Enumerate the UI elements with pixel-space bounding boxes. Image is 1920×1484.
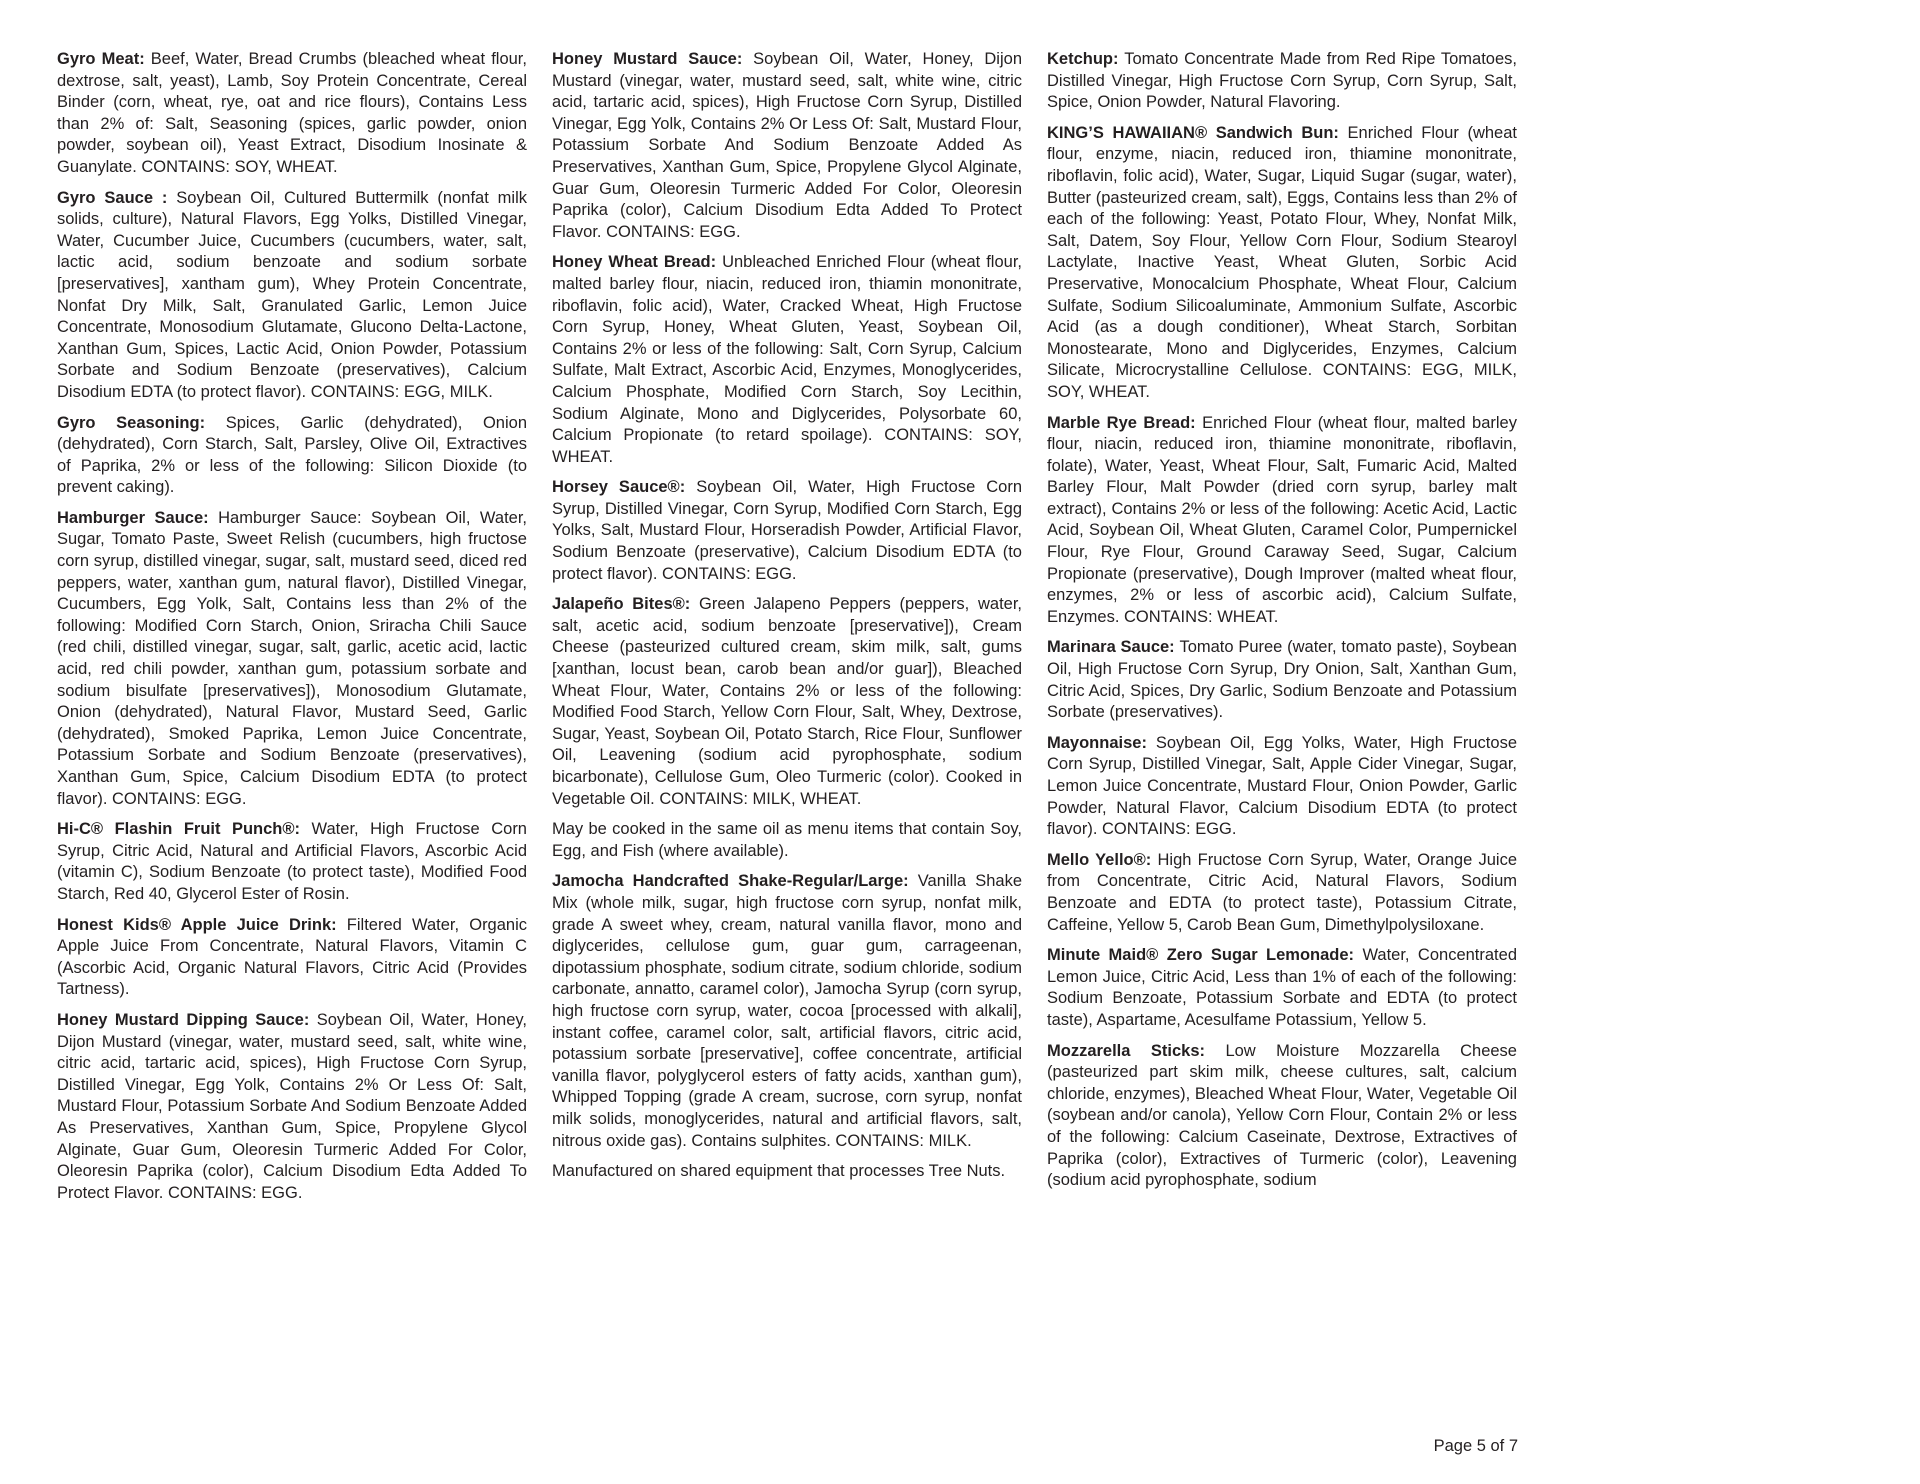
ingredient-title: Mello Yello®:: [1047, 850, 1158, 869]
ingredient-body: Tomato Puree (water, tomato paste), Soybean Oil, High Fructose Corn Syrup, Dry Onion, Salt, Xanthan Gum, Citric Acid, Spices, Dry Garlic, Sodium Benzoate and Potassium Sorbate (preservatives).: [1047, 638, 1517, 722]
ingredient-title: Jamocha Handcrafted Shake-Regular/Large:: [552, 872, 918, 891]
ingredient-title: Gyro Sauce :: [57, 188, 177, 207]
ingredient-paragraph: [552, 1161, 1022, 1183]
ingredient-title: Marinara Sauce:: [1047, 638, 1180, 657]
ingredient-title: Hamburger Sauce:: [57, 508, 219, 527]
ingredient-paragraph: [57, 49, 527, 179]
ingredient-paragraph: [57, 413, 527, 499]
ingredient-body: Soybean Oil, Water, Honey, Dijon Mustard (vinegar, water, mustard seed, salt, white wine, citric acid, tartaric acid, spices), High Fructose Corn Syrup, Distilled Vinegar, Egg Yolk, Contains 2% Or Less Of: Salt, Mustard Flour, Potassium Sorbate And Sodium Benzoate Added As Preservatives, Xanthan Gum, Spice, Propylene Glycol Alginate, Guar Gum, Oleoresin Turmeric Added For Color, Oleoresin Paprika (color), Calcium Disodium Edta Added To Protect Flavor. CONTAINS: EGG.: [552, 50, 1022, 241]
ingredient-paragraph: [552, 819, 1022, 862]
ingredient-paragraph: [552, 871, 1022, 1152]
ingredient-body: Enriched Flour (wheat flour, malted barley flour, niacin, reduced iron, thiamine mononitrate, riboflavin, folate), Water, Yeast, Wheat Flour, Salt, Fumaric Acid, Malted Barley Flour, Malt Powder (dried corn syrup, barley malt extract), Contains 2% or less of the following: Acetic Acid, Lactic Acid, Soybean Oil, Wheat Gluten, Caramel Color, Pumpernickel Flour, Rye Flour, Ground Caraway Seed, Sugar, Calcium Propionate (preservative), Dough Improver (malted wheat flour, enzymes, 2% or less of ascorbic acid), Calcium Sulfate, Enzymes. CONTAINS: WHEAT.: [1047, 413, 1517, 626]
ingredient-body: Manufactured on shared equipment that processes Tree Nuts.: [552, 1162, 1006, 1181]
ingredient-paragraph: [1047, 1041, 1517, 1192]
ingredient-title: Ketchup:: [1047, 50, 1125, 68]
ingredient-body: Water, Concentrated Lemon Juice, Citric Acid, Less than 1% of each of the following: Sodium Benzoate, Potassium Sorbate and EDTA (to protect taste), Aspartame, Acesulfame Potassium, Yellow 5.: [1047, 946, 1517, 1029]
ingredient-body: Vanilla Shake Mix (whole milk, sugar, high fructose corn syrup, nonfat milk, grade A sweet whey, cream, natural vanilla flavor, mono and diglycerides, cellulose gum, guar gum, carrageenan, dipotassium phosphate, sodium citrate, sodium chloride, sodium carbonate, annatto, caramel color), Jamocha Syrup (corn syrup, high fructose corn syrup, water, cocoa [processed with alkali], instant coffee, caramel color, salt, artificial flavors, citric acid, potassium sorbate [preservative], coffee concentrate, artificial vanilla flavor, polyglycerol esters of fatty acids, xanthan gum), Whipped Topping (grade A cream, sucrose, corn syrup, nonfat milk solids, monoglycerides, natural and artificial flavors, salt, nitrous oxide gas). Contains sulphites. CONTAINS: MILK.: [552, 872, 1022, 1150]
ingredient-paragraph: [1047, 733, 1517, 841]
ingredient-paragraph: [1047, 637, 1517, 723]
ingredient-body: Soybean Oil, Water, High Fructose Corn Syrup, Distilled Vinegar, Corn Syrup, Modified Corn Starch, Egg Yolks, Salt, Mustard Flour, Horseradish Powder, Artificial Flavor, Sodium Benzoate (preservative), Calcium Disodium EDTA (to protect flavor). CONTAINS: EGG.: [552, 478, 1022, 583]
ingredient-title: Honest Kids® Apple Juice Drink:: [57, 915, 347, 934]
text-column-3: [1047, 49, 1517, 1213]
ingredient-body: Tomato Concentrate Made from Red Ripe Tomatoes, Distilled Vinegar, High Fructose Corn Syrup, Corn Syrup, Salt, Spice, Onion Powder, Natural Flavoring.: [1047, 50, 1517, 112]
ingredient-body: Filtered Water, Organic Apple Juice From Concentrate, Natural Flavors, Vitamin C (Ascorbic Acid, Organic Natural Flavors, Citric Acid (Provides Tartness).: [57, 915, 528, 999]
ingredient-title: Honey Mustard Dipping Sauce:: [57, 1010, 317, 1029]
ingredient-title: Mayonnaise:: [1047, 733, 1156, 752]
ingredient-body: Green Jalapeno Peppers (peppers, water, salt, acetic acid, sodium benzoate [preservative]), Cream Cheese (pasteurized cultured cream, skim milk, salt, gums [xanthan, locust bean, carob bean and/or guar]), Bleached Wheat Flour, Water, Contains 2% or less of the following: Modified Food Starch, Yellow Corn Flour, Salt, Whey, Dextrose, Sugar, Yeast, Soybean Oil, Potato Starch, Rice Flour, Sunflower Oil, Leavening (sodium acid pyrophosphate, sodium bicarbonate), Cellulose Gum, Oleo Turmeric (color). Cooked in Vegetable Oil. CONTAINS: MILK, WHEAT.: [552, 595, 1022, 808]
ingredient-body: Unbleached Enriched Flour (wheat flour, malted barley flour, niacin, reduced iron, thiamin mononitrate, riboflavin, folic acid), Water, Cracked Wheat, High Fructose Corn Syrup, Honey, Wheat Gluten, Yeast, Soybean Oil, Contains 2% or less of the following: Salt, Corn Syrup, Calcium Sulfate, Malt Extract, Ascorbic Acid, Enzymes, Monoglycerides, Calcium Phosphate, Modified Corn Starch, Soy Lecithin, Sodium Alginate, Mono and Diglycerides, Polysorbate 60, Calcium Propionate (to retard spoilage). CONTAINS: SOY, WHEAT.: [552, 253, 1022, 466]
ingredient-paragraph: [552, 594, 1022, 810]
ingredient-title: Marble Rye Bread:: [1047, 413, 1203, 432]
ingredient-body: Spices, Garlic (dehydrated), Onion (dehydrated), Corn Starch, Salt, Parsley, Olive Oil, Extractives of Paprika, 2% or less of the following: Silicon Dioxide (to prevent caking).: [57, 413, 527, 497]
ingredient-paragraph: [57, 508, 527, 810]
ingredient-paragraph: [1047, 123, 1517, 404]
ingredient-paragraph: [1047, 413, 1517, 629]
columns-container: [57, 49, 1517, 1213]
ingredient-body: High Fructose Corn Syrup, Water, Orange Juice from Concentrate, Citric Acid, Natural Flavors, Sodium Benzoate and EDTA (to protect taste), Potassium Citrate, Caffeine, Yellow 5, Carob Bean Gum, Dimethylpolysiloxane.: [1047, 850, 1517, 934]
ingredient-paragraph: [57, 1010, 527, 1204]
ingredient-title: Gyro Meat:: [57, 50, 151, 68]
ingredient-title: Honey Mustard Sauce:: [552, 50, 754, 68]
ingredient-body: Hamburger Sauce: Soybean Oil, Water, Sugar, Tomato Paste, Sweet Relish (cucumbers, high fructose corn syrup, distilled vinegar, sugar, salt, mustard seed, diced red peppers, water, xanthan gum, natural flavor), Distilled Vinegar, Cucumbers, Egg Yolk, Salt, Contains less than 2% of the following: Modified Corn Starch, Onion, Sriracha Chili Sauce (red chili, distilled vinegar, sugar, salt, garlic, acetic acid, lactic acid, red chili powder, xanthan gum, potassium sorbate and sodium bisulfate [preservatives]), Monosodium Glutamate, Onion (dehydrated), Natural Flavor, Mustard Seed, Garlic (dehydrated), Smoked Paprika, Lemon Juice Concentrate, Potassium Sorbate and Sodium Benzoate (preservatives), Xanthan Gum, Spice, Calcium Disodium EDTA (to protect flavor). CONTAINS: EGG.: [57, 508, 528, 808]
ingredient-body: Water, High Fructose Corn Syrup, Citric Acid, Natural and Artificial Flavors, Ascorbic Acid (vitamin C), Sodium Benzoate (to protect taste), Modified Food Starch, Red 40, Glycerol Ester of Rosin.: [57, 820, 527, 903]
ingredient-paragraph: [57, 188, 527, 404]
text-column-1: [57, 49, 527, 1213]
ingredient-title: Mozzarella Sticks:: [1047, 1041, 1226, 1060]
ingredient-title: Gyro Seasoning:: [57, 413, 226, 432]
ingredient-paragraph: [1047, 49, 1517, 114]
ingredient-body: Soybean Oil, Cultured Buttermilk (nonfat milk solids, culture), Natural Flavors, Egg Yolks, Distilled Vinegar, Water, Cucumber Juice, Cucumbers (cucumbers, water, salt, lactic acid, sodium benzoate and sodium sorbate [preservatives], xantham gum), Whey Protein Concentrate, Nonfat Dry Milk, Salt, Granulated Garlic, Lemon Juice Concentrate, Monosodium Glutamate, Glucono Delta-Lactone, Xanthan Gum, Spices, Lactic Acid, Onion Powder, Potassium Sorbate and Sodium Benzoate (preservatives), Calcium Disodium EDTA (to protect flavor). CONTAINS: EGG, MILK.: [57, 188, 528, 401]
ingredient-title: Hi-C® Flashin Fruit Punch®:: [57, 820, 312, 839]
ingredient-paragraph: [552, 49, 1022, 243]
ingredient-title: Jalapeño Bites®:: [552, 595, 700, 614]
ingredient-paragraph: [552, 477, 1022, 585]
ingredient-title: Honey Wheat Bread:: [552, 253, 723, 272]
ingredient-paragraph: [57, 915, 527, 1001]
page-number: Page 5 of 7: [1433, 1437, 1518, 1455]
ingredient-title: KING’S HAWAIIAN® Sandwich Bun:: [1047, 123, 1348, 142]
ingredient-body: Enriched Flour (wheat flour, enzyme, niacin, reduced iron, thiamine mononitrate, riboflavin, folic acid), Water, Sugar, Liquid Sugar (sugar, water), Butter (pasteurized cream, salt), Eggs, Contains less than 2% of each of the following: Yeast, Potato Flour, Whey, Nonfat Milk, Salt, Datem, Soy Flour, Yellow Corn Flour, Sodium Stearoyl Lactylate, Inactive Yeast, Wheat Gluten, Sorbic Acid Preservative, Monocalcium Phosphate, Wheat Flour, Calcium Sulfate, Sodium Silicoaluminate, Ammonium Sulfate, Ascorbic Acid (as a dough conditioner), Wheat Starch, Sorbitan Monostearate, Mono and Diglycerides, Enzymes, Calcium Silicate, Microcrystalline Cellulose. CONTAINS: EGG, MILK, SOY, WHEAT.: [1047, 123, 1517, 401]
ingredient-body: May be cooked in the same oil as menu items that contain Soy, Egg, and Fish (where available).: [552, 820, 1022, 860]
text-column-2: [552, 49, 1022, 1213]
ingredient-body: Soybean Oil, Egg Yolks, Water, High Fructose Corn Syrup, Distilled Vinegar, Salt, Apple Cider Vinegar, Sugar, Lemon Juice Concentrate, Mustard Flour, Onion Powder, Garlic Powder, Natural Flavor, Calcium Disodium EDTA (to protect flavor). CONTAINS: EGG.: [1047, 733, 1517, 839]
ingredient-body: Low Moisture Mozzarella Cheese (pasteurized part skim milk, cheese cultures, salt, calcium chloride, enzymes), Bleached Wheat Flour, Water, Vegetable Oil (soybean and/or canola), Yellow Corn Flour, Contain 2% or less of the following: Calcium Caseinate, Dextrose, Extractives of Paprika (color), Extractives of Turmeric (color), Leavening (sodium acid pyrophosphate, sodium: [1047, 1041, 1517, 1190]
ingredient-title: Horsey Sauce®:: [552, 478, 697, 497]
ingredient-paragraph: [552, 252, 1022, 468]
ingredient-paragraph: [1047, 945, 1517, 1031]
ingredient-title: Minute Maid® Zero Sugar Lemonade:: [1047, 946, 1363, 965]
ingredient-body: Beef, Water, Bread Crumbs (bleached wheat flour, dextrose, salt, yeast), Lamb, Soy Protein Concentrate, Cereal Binder (corn, wheat, rye, oat and rice flours), Contains Less than 2% of: Salt, Seasoning (spices, garlic powder, onion powder, soybean oil), Yeast Extract, Disodium Inosinate & Guanylate. CONTAINS: SOY, WHEAT.: [57, 50, 527, 176]
ingredient-paragraph: [1047, 850, 1517, 936]
ingredient-body: Soybean Oil, Water, Honey, Dijon Mustard (vinegar, water, mustard seed, salt, white wine, citric acid, tartaric acid, spices), High Fructose Corn Syrup, Distilled Vinegar, Egg Yolk, Contains 2% Or Less Of: Salt, Mustard Flour, Potassium Sorbate And Sodium Benzoate Added As Preservatives, Xanthan Gum, Spice, Propylene Glycol Alginate, Guar Gum, Oleoresin Turmeric Added For Color, Oleoresin Paprika (color), Calcium Disodium Edta Added To Protect Flavor. CONTAINS: EGG.: [57, 1010, 527, 1202]
ingredient-paragraph: [57, 819, 527, 905]
